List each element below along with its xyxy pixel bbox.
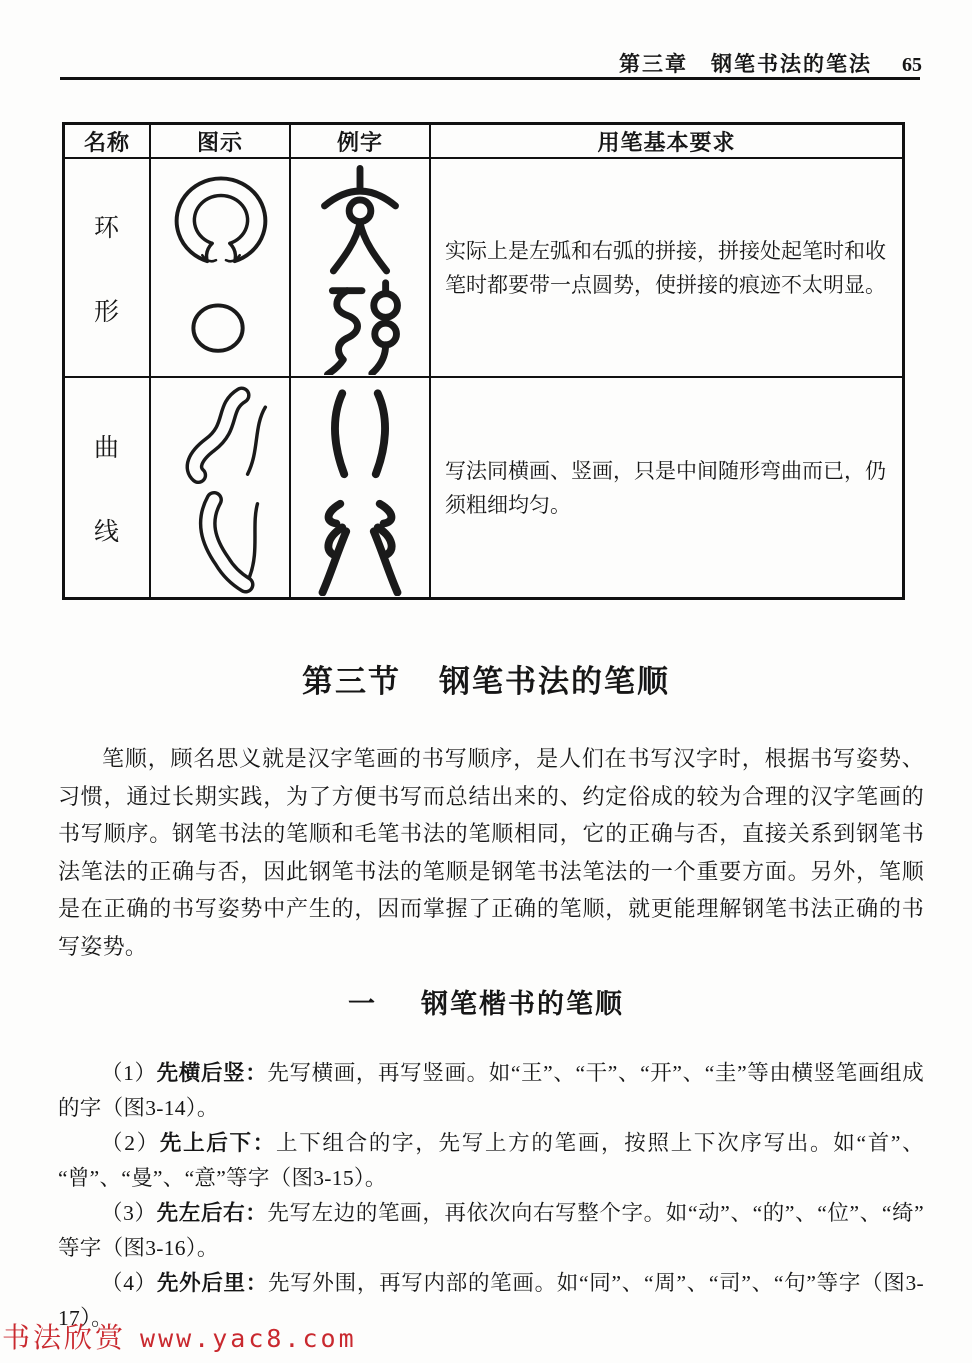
rule-text: 先写外围，再写内部的笔画。如“同”、“周”、“司”、“句”等字（图3-17）。 <box>58 1271 924 1330</box>
page-number: 65 <box>902 54 922 76</box>
watermark <box>2 1316 357 1356</box>
rule-term: 先左后右： <box>156 1201 268 1225</box>
rule-item-1 <box>58 1056 924 1125</box>
rule-text: 上下组合的字，先写上方的笔画，按照上下次序写出。如“首”、“曾”、“曼”、“意”等字（图3-15）。 <box>58 1131 924 1190</box>
ring-example-characters <box>291 159 431 378</box>
column-header-requirement: 用笔基本要求 <box>431 125 902 159</box>
section-title <box>0 656 972 701</box>
chapter-title: 第三章 钢笔书法的笔法 <box>619 52 872 76</box>
subsection-number: 一 <box>348 989 377 1019</box>
rule-term: 先上后下： <box>159 1131 276 1155</box>
rule-text: 先写横画，再写竖画。如“王”、“干”、“开”、“圭”等由横竖笔画组成的字（图3-14）。 <box>58 1061 924 1120</box>
row-name-ring <box>65 159 151 378</box>
rule-item-3 <box>58 1196 924 1265</box>
name-char: 曲 <box>93 434 120 462</box>
ring-shapes-drawing <box>151 161 289 375</box>
rule-number: （1） <box>101 1061 157 1085</box>
column-header-illustration: 图示 <box>151 125 291 159</box>
curve-example-characters <box>291 378 431 597</box>
curved-shapes-drawing <box>151 380 289 596</box>
subsection-title <box>0 982 972 1021</box>
rule-text: 先写左边的笔画，再依次向右写整个字。如“动”、“的”、“位”、“绮”等字（图3-16）。 <box>58 1201 924 1260</box>
name-char: 线 <box>93 518 120 546</box>
name-char: 环 <box>93 214 120 242</box>
section-name: 钢笔书法的笔顺 <box>439 664 670 699</box>
rule-term: 先外后里： <box>156 1271 268 1295</box>
section-number: 第三节 <box>302 664 401 699</box>
column-header-name: 名称 <box>65 125 151 159</box>
curved-stroke-illustration <box>151 378 291 597</box>
stroke-technique-table <box>62 122 905 600</box>
running-header <box>619 48 922 78</box>
intro-paragraph: 笔顺，顾名思义就是汉字笔画的书写顺序，是人们在书写汉字时，根据书写姿势、习惯，通过长期实践，为了方便书写而总结出来的、约定俗成的较为合理的汉字笔画的书写顺序。钢笔书法的笔顺和毛笔书法的笔顺相同，它的正确与否，直接关系到钢笔书法笔法的正确与否，因此钢笔书法的笔顺是钢笔书法笔法的一个重要方面。另外，笔顺是在正确的书写姿势中产生的，因而掌握了正确的笔顺，就更能理解钢笔书法正确的书写姿势。 <box>58 746 924 959</box>
rule-number: （3） <box>101 1201 157 1225</box>
seal-script-characters-drawing <box>291 161 429 375</box>
rule-term: 先横后竖： <box>156 1061 268 1085</box>
name-char: 形 <box>93 298 120 326</box>
ring-stroke-illustration <box>151 159 291 378</box>
watermark-url: www.yac8.com <box>140 1324 357 1353</box>
requirement-text-ring: 实际上是左弧和右弧的拼接，拼接处起笔时和收笔时都要带一点圆势，使拼接的痕迹不太明显。 <box>431 159 902 378</box>
rule-number: （4） <box>101 1271 157 1295</box>
rule-number: （2） <box>101 1131 160 1155</box>
column-header-example: 例字 <box>291 125 431 159</box>
requirement-text-curve: 写法同横画、竖画，只是中间随形弯曲而已，仍须粗细均匀。 <box>445 458 886 517</box>
watermark-site-name: 书法欣赏 <box>2 1323 127 1354</box>
row-name-curve <box>65 378 151 597</box>
header-rule <box>60 77 920 80</box>
subsection-name: 钢笔楷书的笔顺 <box>421 989 624 1019</box>
rule-item-2 <box>58 1126 924 1195</box>
stroke-order-rules <box>58 1056 924 1336</box>
seal-script-characters-drawing <box>291 380 429 596</box>
